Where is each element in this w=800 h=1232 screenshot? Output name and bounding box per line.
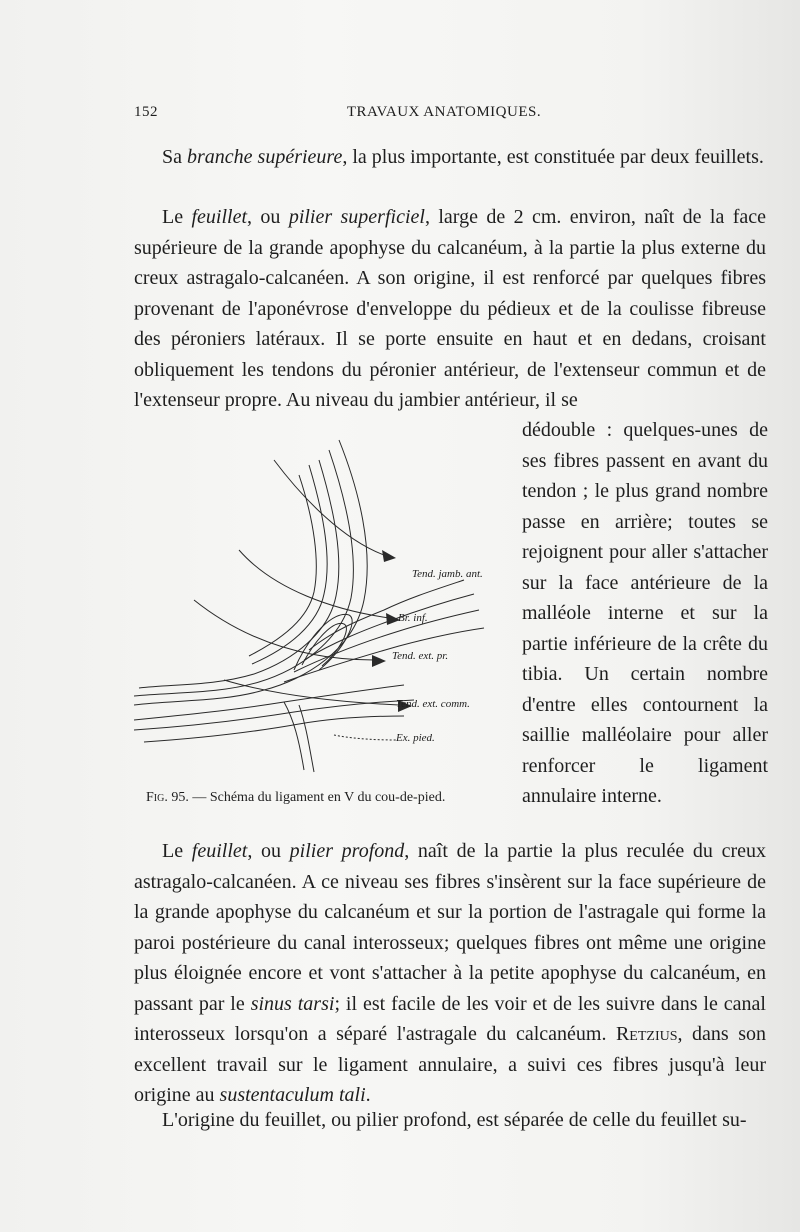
paragraph-branche-superieure: Sa branche supérieure, la plus importante, est constituée par deux feuillets. (162, 146, 764, 168)
label-tend-jamb-ant: Tend. jamb. ant. (412, 568, 483, 580)
paragraph-dedouble-column: dédouble : quelques-unes de ses fibres passent en avant du tendon ; le plus grand nombre passe en arrière; toutes se rejoignent pour aller s'attacher sur la face antérieure de la malléole interne et sur la partie inférieure de la crête du tibia. Un certain nombre d'entre elles contournent la saillie malléolaire pour aller renforcer le ligament annulaire interne. (522, 419, 768, 807)
paragraph-feuillet-profond: Le feuillet, ou pilier profond, naît de la partie la plus reculée du creux astragalo-calcanéen. A ce niveau ses fibres s'insèrent sur la face supérieure de la grande apophyse du calcanéum et sur la portion de l'astragale qui forme la paroi postérieure du canal interosseux; quelques fibres ont même une origine plus éloignée encore et vont s'attacher à la petite apophyse du calcanéum, en passant par le sinus tarsi; il est facile de les voir et de les suivre dans le canal interosseux lorsqu'on a séparé l'astragale du calcanéum. Retzius, dans son excellent travail sur le ligament annulaire, a suivi ces fibres jusqu'à leur origine au sustentaculum tali. (134, 840, 767, 1106)
figure-number: Fig. 95. (146, 790, 189, 805)
running-head (134, 104, 754, 126)
figure-95 (134, 420, 514, 820)
running-title: TRAVAUX ANATOMIQUES. (346, 104, 542, 120)
author-retzius: Retzius (615, 1023, 678, 1045)
paragraph-feuillet-superficiel: Le feuillet, ou pilier superficiel, large de 2 cm. environ, naît de la face supérieure de la grande apophyse du calcanéum, à la partie la plus externe du creux astragalo-calcanéen. A son origine, il est renforcé par quelques fibres provenant de l'aponévrose d'enveloppe du pédieux et de la coulisse fibreuse des péroniers latéraux. Il se porte ensuite en haut et en dedans, croisant obliquement les tendons du péronier antérieur, de l'extenseur commun et de l'extenseur propre. Au niveau du jambier antérieur, il se (134, 206, 767, 411)
ligament-diagram (134, 420, 514, 790)
label-br-inf: Br. inf. (398, 612, 428, 624)
label-ex-pied: Ex. pied. (396, 732, 435, 744)
page-number: 152 (134, 104, 158, 120)
label-tend-ext-pr: Tend. ext. pr. (392, 650, 449, 662)
label-tend-ext-comm: Tend. ext. comm. (396, 698, 470, 710)
figure-caption (146, 790, 516, 806)
figure-caption-text: — Schéma du ligament en V du cou-de-pied. (188, 790, 446, 805)
paragraph-origine: L'origine du feuillet, ou pilier profond, est séparée de celle du feuillet su- (162, 1109, 747, 1131)
